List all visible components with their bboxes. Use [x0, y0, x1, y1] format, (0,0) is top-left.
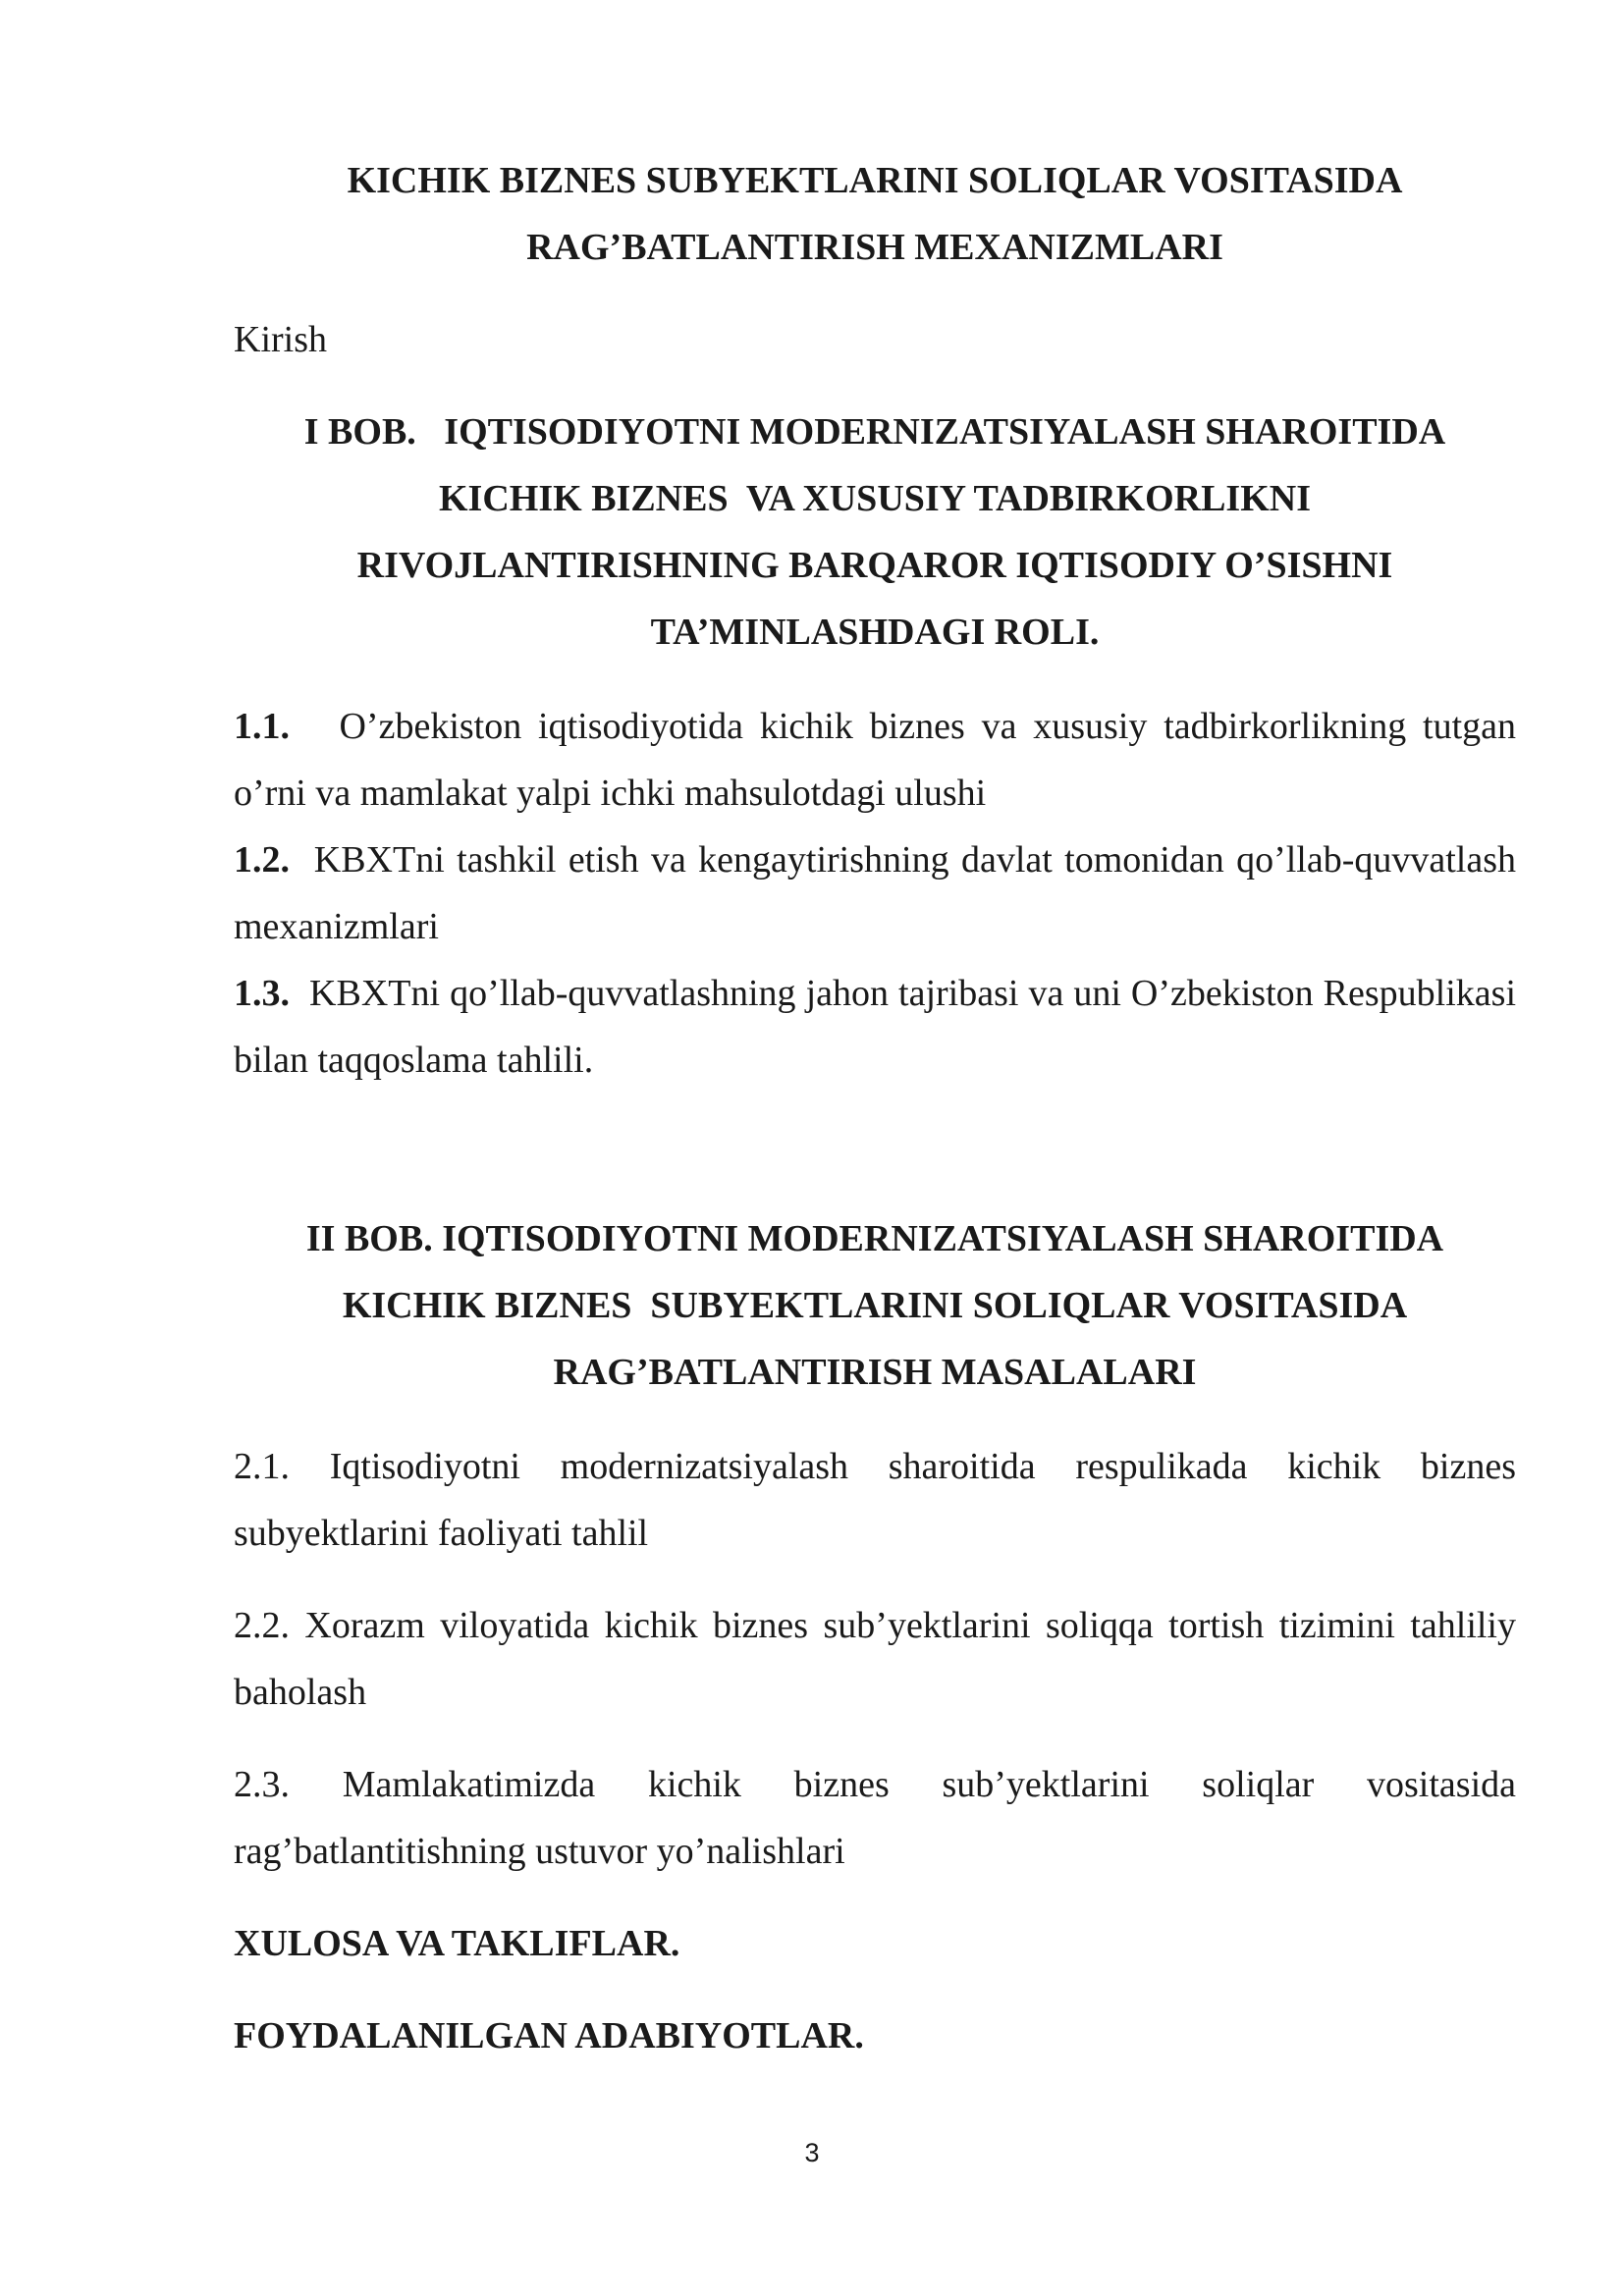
section-2-1: 2.1. Iqtisodiyotni modernizatsiyalash sharoitida respulikada kichik biznes subyektlarini faoliyati tahlil: [234, 1446, 1516, 1554]
chapter-1-line-4: TA’MINLASHDAGI ROLI.: [650, 612, 1100, 653]
chapter-1-line-3: RIVOJLANTIRISHNING BARQAROR IQTISODIY O’SISHNI: [356, 545, 1393, 586]
spacer: [234, 1094, 1516, 1205]
section-2-3: 2.3. Mamlakatimizda kichik biznes sub’yektlarini soliqlar vositasida rag’batlantitishning ustuvor yo’nalishlari: [234, 1764, 1516, 1872]
page-number: 3: [804, 2138, 820, 2167]
section-text: KBXTni tashkil etish va kengaytirishning davlat tomonidan qo’llab-quvvatlash mexanizmlari: [234, 839, 1517, 947]
section-1-3: [234, 960, 1516, 1094]
chapter-2-line-3: RAG’BATLANTIRISH MASALALARI: [553, 1352, 1197, 1393]
section-1-1: [234, 693, 1516, 827]
chapter-2-heading: [234, 1205, 1516, 1406]
chapter-1-heading: [234, 399, 1516, 666]
document-content: [234, 147, 1516, 2095]
references-heading: FOYDALANILGAN ADABIYOTLAR.: [234, 2015, 864, 2056]
section-text: O’zbekiston iqtisodiyotida kichik biznes va xususiy tadbirkorlikning tutgan o’rni va mamlakat yalpi ichki mahsulotdagi ulushi: [234, 706, 1516, 814]
chapter-1-line-2: KICHIK BIZNES VA XUSUSIY TADBIRKORLIKNI: [439, 478, 1311, 519]
section-number: 1.3.: [234, 973, 290, 1014]
intro-heading: Kirish: [234, 319, 327, 360]
title-line-1: KICHIK BIZNES SUBYEKTLARINI SOLIQLAR VOSITASIDA: [347, 160, 1403, 201]
section-number: 1.2.: [234, 839, 290, 881]
chapter-2-line-1: II BOB. IQTISODIYOTNI MODERNIZATSIYALASH SHAROITIDA: [305, 1218, 1444, 1259]
section-2-2: 2.2. Xorazm viloyatida kichik biznes sub’yektlarini soliqqa tortish tizimini tahliliy baholash: [234, 1605, 1516, 1713]
section-text: KBXTni qo’llab-quvvatlashning jahon tajribasi va uni O’zbekiston Respublikasi bilan taqqoslama tahlili.: [234, 973, 1517, 1081]
chapter-1-line-1: I BOB. IQTISODIYOTNI MODERNIZATSIYALASH SHAROITIDA: [303, 411, 1446, 453]
section-1-2: [234, 827, 1516, 960]
document-title: [234, 147, 1516, 281]
section-number: 1.1.: [234, 706, 290, 747]
conclusion-heading: XULOSA VA TAKLIFLAR.: [234, 1923, 680, 1964]
title-line-2: RAG’BATLANTIRISH MEXANIZMLARI: [526, 227, 1223, 268]
chapter-2-line-2: KICHIK BIZNES SUBYEKTLARINI SOLIQLAR VOSITASIDA: [342, 1285, 1408, 1326]
